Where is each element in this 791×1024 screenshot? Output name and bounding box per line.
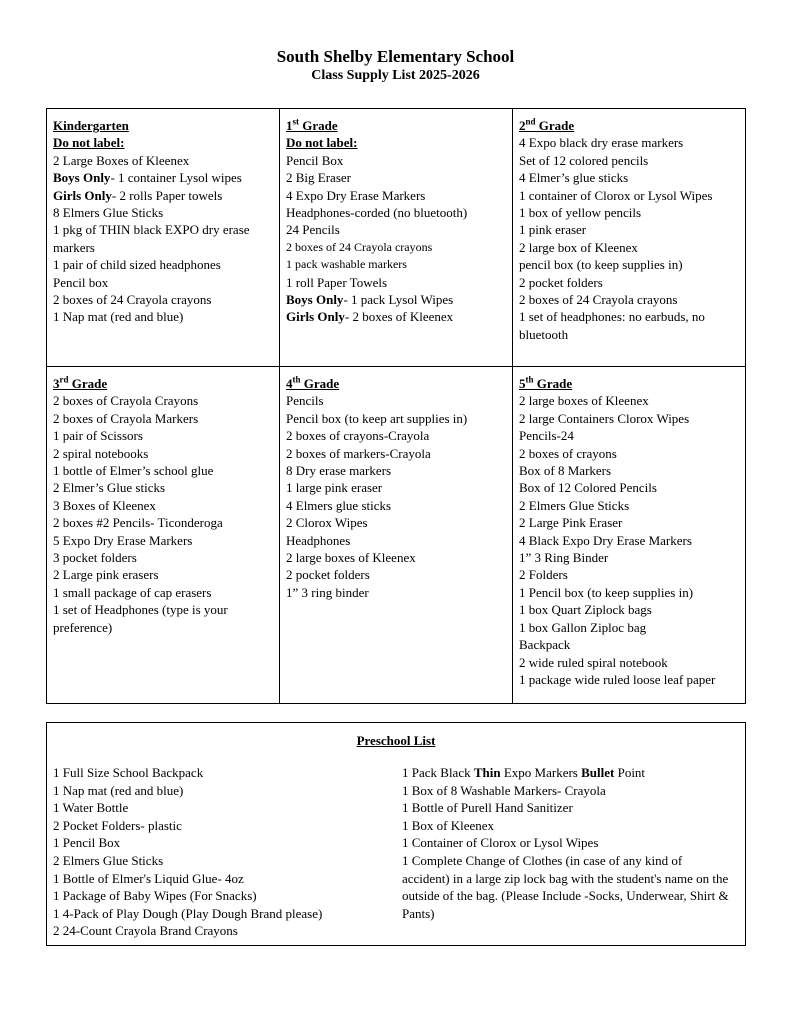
kindergarten-heading: Kindergarten	[53, 118, 129, 133]
boys-only-label: Boys Only	[53, 170, 111, 186]
grade2-heading: 2nd Grade	[519, 116, 575, 133]
list-item: 1” 3 ring binder	[286, 584, 369, 600]
list-item: Pencils	[286, 393, 324, 409]
list-item: 3 Boxes of Kleenex	[53, 497, 156, 513]
kindergarten-no-label-note: Do not label:	[53, 135, 125, 151]
list-item: 2 24-Count Crayola Brand Crayons	[53, 923, 238, 939]
list-item: 2 Elmer’s Glue sticks	[53, 480, 166, 496]
list-item: Girls Only- 2 rolls Paper towels	[53, 187, 223, 203]
list-item: 1 set of Headphones (type is your preference)	[53, 602, 228, 635]
list-item: 2 Large Pink Eraser	[519, 515, 623, 531]
grade5-cell	[513, 367, 745, 703]
list-item: 1 container of Clorox or Lysol Wipes	[519, 187, 713, 203]
grade4-heading: 4th Grade	[286, 374, 340, 391]
list-item: pencil box (to keep supplies in)	[519, 257, 683, 273]
list-item: 2 boxes of 24 Crayola crayons	[53, 292, 212, 308]
list-item: 1 Bottle of Purell Hand Sanitizer	[402, 800, 573, 816]
list-item: 1 Pack Black Thin Expo Markers Bullet Point	[402, 765, 646, 780]
list-item: Headphones	[286, 532, 351, 548]
list-subtitle: Class Supply List 2025-2026	[311, 68, 480, 83]
list-item: 2 boxes #2 Pencils- Ticonderoga	[53, 515, 223, 531]
list-item: 1 box of yellow pencils	[519, 205, 642, 221]
list-item: Pencil box (to keep art supplies in)	[286, 410, 468, 426]
list-item: 1 bottle of Elmer’s school glue	[53, 463, 214, 479]
list-item: 1 Water Bottle	[53, 800, 129, 816]
list-item: 1 pack washable markers	[286, 257, 407, 272]
list-item: 4 Black Expo Dry Erase Markers	[519, 532, 692, 548]
list-item: 2 large boxes of Kleenex	[519, 393, 649, 409]
list-item: Box of 12 Colored Pencils	[519, 480, 657, 496]
preschool-heading: Preschool List	[356, 733, 436, 748]
list-item: 8 Elmers Glue Sticks	[53, 205, 164, 221]
list-item: 2 spiral notebooks	[53, 445, 149, 461]
grade4-cell	[280, 367, 513, 703]
list-item: 1 Complete Change of Clothes (in case of any kind of accident) in a large zip lock bag with the student's name on the outside of the bag. (Please Include -Socks, Underwear, Shirt & Pants)	[402, 852, 729, 921]
list-item: 1 Nap mat (red and blue)	[53, 782, 184, 798]
list-item: 1 box Gallon Ziploc bag	[519, 619, 647, 635]
list-item: 2 large boxes of Kleenex	[286, 550, 416, 566]
list-item: 1 pink eraser	[519, 222, 587, 238]
list-item: Headphones-corded (no bluetooth)	[286, 205, 468, 221]
list-item: 1 pair of Scissors	[53, 428, 143, 444]
list-item: 1 Pencil box (to keep supplies in)	[519, 584, 694, 600]
list-item: 1 Box of 8 Washable Markers- Crayola	[402, 782, 606, 798]
list-item: 2 pocket folders	[519, 274, 603, 290]
list-item: 1 small package of cap erasers	[53, 584, 212, 600]
preschool-left-list	[53, 764, 383, 940]
list-item: 2 boxes of 24 Crayola crayons	[286, 239, 433, 254]
girls-only-label: Girls Only	[53, 187, 112, 203]
list-item: 3 pocket folders	[53, 550, 137, 566]
list-item: 2 Folders	[519, 567, 568, 583]
list-item: Pencil box	[53, 274, 109, 290]
list-item: 2 pocket folders	[286, 567, 370, 583]
list-item: Boys Only- 1 container Lysol wipes	[53, 170, 242, 186]
list-item: 1 roll Paper Towels	[286, 274, 388, 290]
grade3-cell	[47, 367, 280, 703]
list-item: 1 Box of Kleenex	[402, 817, 495, 833]
list-item: Girls Only- 2 boxes of Kleenex	[286, 309, 454, 325]
grade1-heading: 1st Grade	[286, 116, 338, 133]
list-item: 2 boxes of Crayola Crayons	[53, 393, 199, 409]
grade2-cell	[513, 109, 745, 367]
preschool-right-items	[402, 782, 732, 852]
grade4-list	[286, 392, 506, 601]
list-item: 1 package wide ruled loose leaf paper	[519, 671, 716, 687]
preschool-right-list	[402, 764, 732, 922]
list-item: 2 Clorox Wipes	[286, 515, 368, 531]
boys-only-label: Boys Only	[286, 292, 344, 308]
grade-supply-table	[46, 108, 746, 704]
list-item: 2 boxes of crayons	[519, 445, 617, 461]
list-item: 1 Full Size School Backpack	[53, 765, 204, 780]
list-item: 2 boxes of markers-Crayola	[286, 445, 431, 461]
list-item: Backpack	[519, 637, 571, 653]
list-item: 2 Large pink erasers	[53, 567, 159, 583]
list-item: 8 Dry erase markers	[286, 463, 392, 479]
kindergarten-cell	[47, 109, 280, 367]
list-item: 2 boxes of 24 Crayola crayons	[519, 292, 678, 308]
list-item: Pencil Box	[286, 152, 344, 168]
list-item: Boys Only- 1 pack Lysol Wipes	[286, 292, 454, 308]
list-item: 1 Pencil Box	[53, 835, 121, 851]
preschool-box	[46, 722, 746, 946]
list-item: 2 boxes of Crayola Markers	[53, 410, 199, 426]
list-item: 2 boxes of crayons-Crayola	[286, 428, 430, 444]
list-item: 2 wide ruled spiral notebook	[519, 654, 668, 670]
grade3-list	[53, 392, 273, 636]
list-item: 1 set of headphones: no earbuds, no bluetooth	[519, 309, 705, 342]
list-item: 2 Large Boxes of Kleenex	[53, 152, 190, 168]
list-item: 2 large box of Kleenex	[519, 239, 638, 255]
list-item: 1 pair of child sized headphones	[53, 257, 221, 273]
list-item: 2 Elmers Glue Sticks	[519, 497, 630, 513]
list-item: 5 Expo Dry Erase Markers	[53, 532, 193, 548]
grade2-list	[519, 134, 739, 343]
list-item: 1 large pink eraser	[286, 480, 383, 496]
list-item: 2 Pocket Folders- plastic	[53, 817, 182, 833]
list-item: 1 4-Pack of Play Dough (Play Dough Brand please)	[53, 905, 323, 921]
list-item: 1 Nap mat (red and blue)	[53, 309, 184, 325]
list-item: 1 box Quart Ziplock bags	[519, 602, 652, 618]
list-item: 1 pkg of THIN black EXPO dry erase markers	[53, 222, 250, 255]
list-item: 1 Container of Clorox or Lysol Wipes	[402, 835, 599, 851]
girls-only-label: Girls Only	[286, 309, 345, 325]
list-item: 1” 3 Ring Binder	[519, 550, 609, 566]
list-item: 4 Expo black dry erase markers	[519, 135, 684, 151]
list-item: 4 Elmers glue sticks	[286, 497, 392, 513]
grade5-heading: 5th Grade	[519, 374, 573, 391]
list-item: 24 Pencils	[286, 222, 340, 238]
list-item: 1 Package of Baby Wipes (For Snacks)	[53, 888, 257, 904]
list-item: 4 Elmer’s glue sticks	[519, 170, 629, 186]
school-name: South Shelby Elementary School	[276, 47, 515, 66]
grade5-list	[519, 392, 739, 688]
list-item: 2 Elmers Glue Sticks	[53, 852, 164, 868]
list-item: Set of 12 colored pencils	[519, 152, 649, 168]
list-item: 2 large Containers Clorox Wipes	[519, 410, 690, 426]
list-item: Pencils-24	[519, 428, 574, 444]
list-item: Box of 8 Markers	[519, 463, 612, 479]
grade1-no-label-note: Do not label:	[286, 135, 358, 151]
grade3-heading: 3rd Grade	[53, 374, 108, 391]
list-item: 2 Big Eraser	[286, 170, 351, 186]
grade1-cell	[280, 109, 513, 367]
list-item: 1 Bottle of Elmer's Liquid Glue- 4oz	[53, 870, 244, 886]
list-item: 4 Expo Dry Erase Markers	[286, 187, 426, 203]
